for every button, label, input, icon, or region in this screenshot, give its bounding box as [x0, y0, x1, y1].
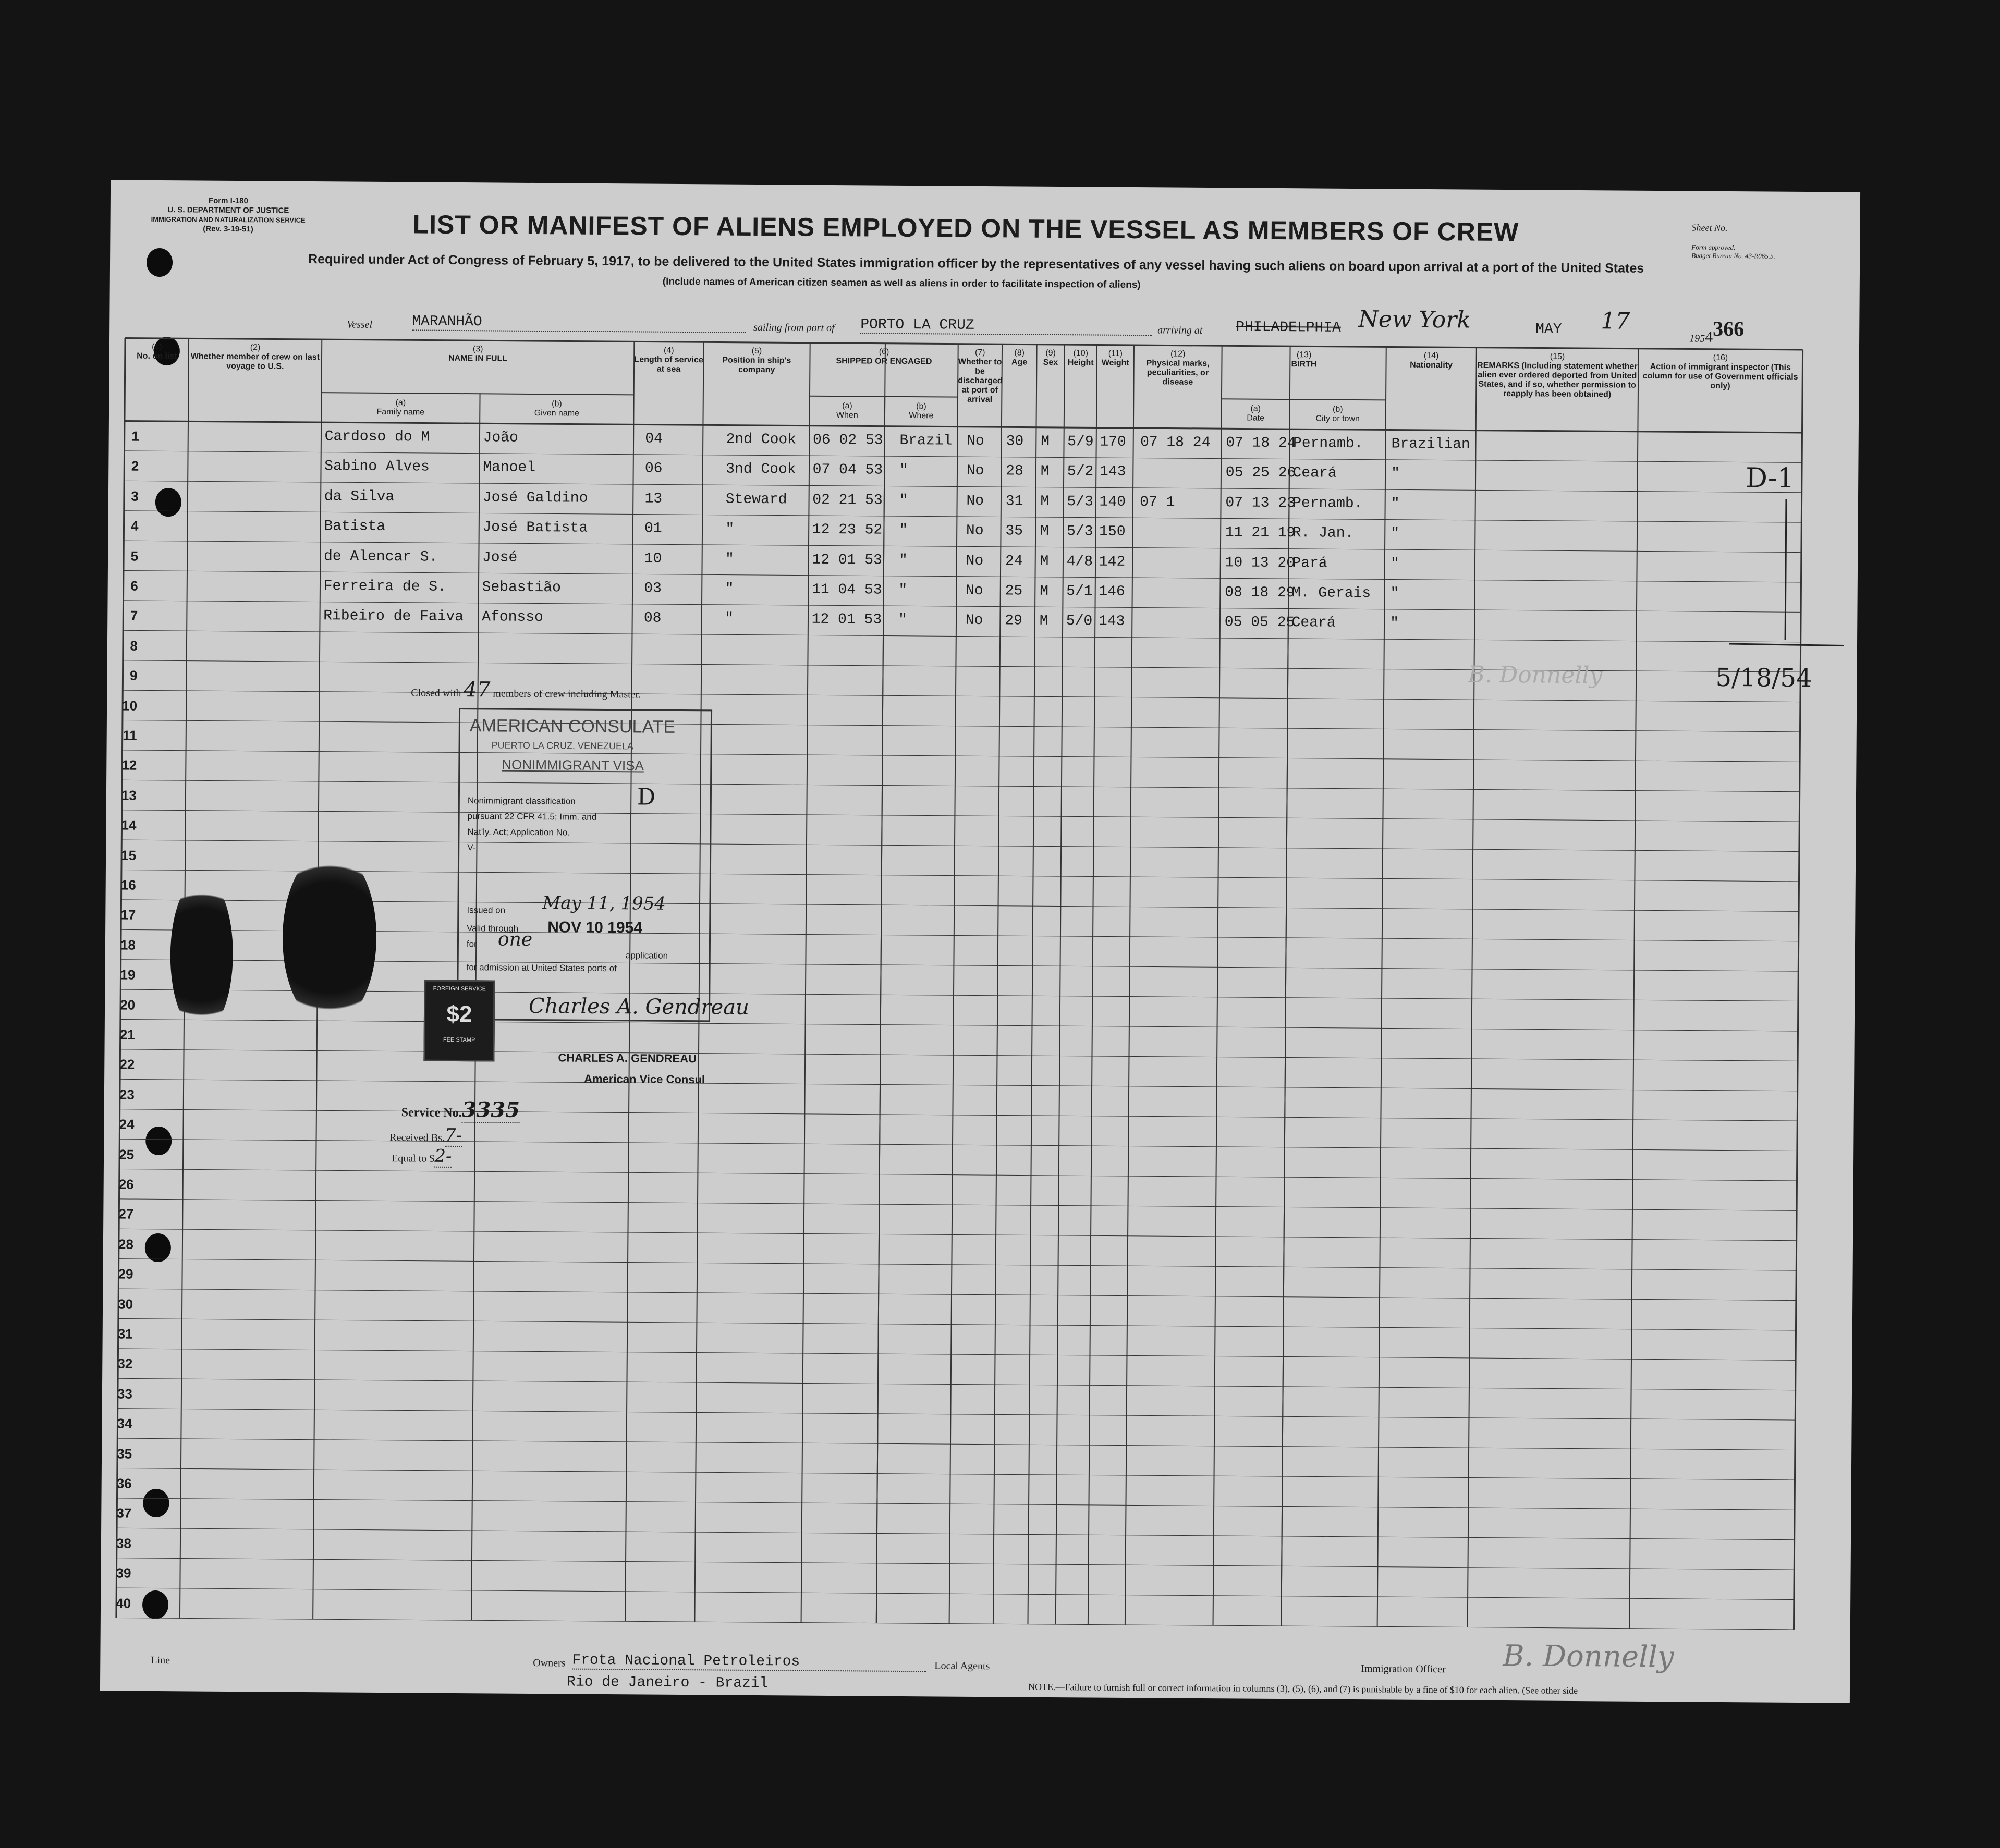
inspector-mark: D-1 [1746, 462, 1795, 494]
grid-line [120, 1019, 1798, 1031]
crew-service: 10 [644, 550, 662, 567]
crew-birth-city: R. Jan. [1292, 525, 1354, 542]
grid-line [119, 1139, 1797, 1151]
grid-line [121, 870, 1799, 881]
crew-nationality: " [1391, 496, 1400, 512]
crew-weight: 146 [1099, 583, 1125, 600]
consulate-visa-stamp: AMERICAN CONSULATE PUERTO LA CRUZ, VENEZUELA NONIMMIGRANT VISA Nonimmigrant classification D pursuant 22 CFR 41.5; Imm. and Nat'ly. Act; Application No. V- Issued on May 11, 1954 Valid through NOV 10 1954 for one application for admission at United States ports of Charles A. Gendreau [457, 708, 712, 1022]
footer-owners-city: Rio de Janeiro - Brazil [566, 1674, 769, 1692]
crew-age: 31 [1005, 493, 1023, 510]
crew-where: " [899, 492, 908, 509]
column-header: (5) Position in ship's company [722, 346, 791, 375]
crew-nationality: Brazilian [1391, 436, 1470, 453]
row-number: 40 [116, 1595, 131, 1611]
column-header: (3) NAME IN FULL [448, 345, 508, 363]
page-number: 366 [1713, 316, 1745, 341]
crew-birth-city: Pará [1292, 555, 1327, 572]
crew-where: " [898, 552, 908, 569]
row-number: 23 [119, 1086, 135, 1103]
crew-service: 01 [644, 520, 662, 537]
grid-line [322, 393, 634, 395]
row-number: 31 [117, 1326, 133, 1342]
crew-family: da Silva [324, 488, 395, 505]
grid-line [117, 1528, 1795, 1539]
crew-birth-date: 08 18 29 [1225, 584, 1295, 602]
crew-discharged: No [966, 493, 984, 509]
crew-height: 5/3 [1067, 493, 1093, 510]
column-subheader: (a) When [836, 401, 858, 420]
crew-nationality: " [1390, 615, 1399, 632]
crew-marks: 07 18 24 [1140, 434, 1211, 451]
column-subheader: (a) Family name [376, 398, 425, 417]
row-number: 29 [118, 1266, 133, 1282]
crew-birth-city: M. Gerais [1291, 585, 1371, 602]
crew-height: 5/9 [1067, 434, 1094, 450]
subtitle: Required under Act of Congress of February 5, 1917, to be delivered to the United States immigration officer by the representatives of any vessel having such aliens on board upon arrival at a port of the United States [308, 251, 1644, 276]
row-number: 13 [121, 787, 137, 803]
footer-officer-label: Immigration Officer [1361, 1663, 1446, 1675]
crew-birth-city: Pernamb. [1292, 435, 1363, 452]
crew-position: 3nd Cook [726, 461, 796, 478]
grid-line [116, 1618, 1794, 1629]
crew-height: 5/2 [1067, 463, 1094, 480]
crew-when: 11 04 53 [811, 581, 882, 598]
grid-line [123, 720, 1800, 732]
equal-amount: Equal to $2- [391, 1145, 452, 1167]
crew-sex: M [1040, 583, 1049, 599]
inspector-bracket [1724, 494, 1850, 667]
grid-line [1056, 345, 1065, 1624]
subtitle-note: (Include names of American citizen seamen as well as aliens in order to facilitate inspection of aliens) [662, 276, 1141, 291]
crew-discharged: No [966, 582, 983, 599]
crew-age: 25 [1005, 583, 1023, 599]
crew-service: 13 [644, 491, 663, 507]
crew-age: 29 [1005, 613, 1022, 629]
grid-line [117, 1468, 1795, 1479]
vessel-name: MARANHÃO [412, 313, 746, 333]
crew-birth-city: Ceará [1292, 465, 1337, 482]
footer-owners: Frota Nacional Petroleiros [572, 1653, 926, 1672]
crew-service: 06 [644, 460, 663, 478]
crew-where: " [898, 612, 907, 629]
crew-where: " [899, 522, 908, 539]
grid-line [1468, 348, 1477, 1627]
crew-position: " [725, 610, 734, 628]
grid-line [117, 1498, 1795, 1510]
crew-where: Brazil [899, 432, 953, 449]
crew-height: 5/0 [1066, 613, 1093, 630]
crew-weight: 142 [1099, 554, 1126, 570]
row-number: 12 [121, 757, 137, 774]
grid-line [118, 1289, 1796, 1300]
crew-birth-date: 07 18 24 [1226, 435, 1296, 452]
arriving-label: arriving at [1157, 324, 1203, 336]
column-subheader: (b) Given name [534, 399, 580, 418]
crew-family: Ribeiro de Faiva [323, 608, 464, 626]
sailing-label: sailing from port of [753, 321, 835, 334]
row-number: 34 [117, 1415, 132, 1431]
grid-line [117, 1438, 1795, 1450]
column-header: (8) Age [1011, 348, 1028, 367]
column-header: (4) Length of service at sea [634, 346, 704, 374]
crew-position: " [725, 521, 735, 537]
grid-line [122, 810, 1800, 822]
crew-birth-city: Ceará [1291, 615, 1336, 632]
row-number: 38 [116, 1535, 132, 1551]
column-header: (12) Physical marks, peculiarities, or disease [1146, 349, 1210, 387]
grid-line [1377, 347, 1386, 1626]
crew-weight: 143 [1099, 463, 1126, 481]
grid-line [117, 1558, 1795, 1570]
crew-nationality: " [1391, 466, 1400, 482]
row-number: 28 [118, 1236, 134, 1252]
crew-family: Batista [324, 518, 386, 535]
crew-height: 5/1 [1066, 583, 1093, 600]
manifest-sheet [100, 180, 1860, 1703]
grid-line [1281, 399, 1289, 1626]
row-number: 4 [130, 518, 139, 534]
form-id: Form I-180 U. S. DEPARTMENT OF JUSTICE IMMIGRATION AND NATURALIZATION SERVICE (Rev. 3-19-51) [151, 196, 306, 234]
crew-age: 30 [1006, 433, 1024, 450]
row-number: 36 [116, 1475, 132, 1491]
column-header: (15) REMARKS (Including statement whether alien ever ordered deported from United States, and if so, whether permission to reapply has been obtained) [1477, 352, 1638, 399]
row-number: 10 [122, 697, 138, 714]
crew-discharged: No [967, 433, 984, 450]
crew-marks: 07 1 [1140, 494, 1175, 511]
officer-signature: B. Donnelly [1503, 1639, 1674, 1674]
column-header: (6) SHIPPED OR ENGAGED [836, 347, 932, 366]
column-header: (2) Whether member of crew on last voyage to U.S. [190, 343, 320, 371]
grid-line [118, 1378, 1796, 1390]
column-header: (7) Whether to be discharged at port of arrival [958, 348, 1003, 405]
row-number: 15 [121, 847, 137, 863]
crew-family: Sabino Alves [324, 458, 430, 475]
crew-position: 2nd Cook [726, 431, 797, 448]
arriving-typed: PHILADELPHIA [1236, 319, 1341, 336]
crew-birth-city: Pernamb. [1292, 495, 1363, 512]
row-number: 3 [131, 488, 139, 504]
crew-birth-date: 05 25 26 [1225, 464, 1296, 482]
crew-discharged: No [966, 522, 984, 540]
crew-age: 28 [1006, 463, 1023, 480]
page-title: LIST OR MANIFEST OF ALIENS EMPLOYED ON THE VESSEL AS MEMBERS OF CREW [412, 210, 1519, 247]
grid-line [123, 630, 1801, 642]
crew-where: " [899, 462, 908, 479]
row-number: 6 [130, 578, 138, 594]
faint-signature: B. Donnelly [1468, 661, 1603, 689]
consul-name: CHARLES A. GENDREAU [558, 1051, 697, 1066]
row-number: 16 [120, 877, 136, 893]
crew-where: " [898, 582, 908, 599]
crew-position: Steward [725, 491, 787, 508]
crew-given: Afonsso [482, 609, 543, 626]
footer-owners-label: Owners [533, 1657, 566, 1669]
grid-line [1629, 349, 1638, 1629]
grid-line [120, 1079, 1798, 1091]
crew-weight: 150 [1099, 523, 1126, 541]
row-number: 32 [117, 1355, 133, 1372]
form-approved: Form approved. Budget Bureau No. 43-R065.5. [1691, 243, 1775, 260]
grid-line [801, 343, 810, 1623]
crew-sex: M [1040, 523, 1049, 540]
row-number: 39 [116, 1565, 131, 1581]
grid-line [1028, 345, 1036, 1624]
crew-age: 24 [1005, 553, 1023, 570]
row-number: 7 [130, 607, 138, 624]
received-amount: Received Bs.7- [389, 1124, 462, 1146]
crew-height: 5/3 [1066, 523, 1093, 540]
row-number: 33 [117, 1386, 133, 1402]
row-number: 11 [123, 727, 137, 743]
grid-line [118, 1349, 1796, 1360]
row-number: 8 [130, 638, 138, 654]
crew-birth-date: 10 13 20 [1225, 554, 1296, 571]
grid-line [120, 1049, 1798, 1061]
footer-agents-label: Local Agents [934, 1660, 990, 1672]
crew-position: " [725, 581, 734, 597]
grid-line [1213, 346, 1222, 1625]
grid-line [123, 750, 1800, 762]
row-number: 5 [130, 548, 139, 564]
column-header: (11) Weight [1101, 349, 1129, 368]
row-number: 2 [131, 458, 139, 474]
crew-sex: M [1039, 613, 1048, 630]
crew-given: José [482, 549, 518, 566]
crew-discharged: No [965, 613, 983, 629]
crew-family: de Alencar S. [323, 548, 438, 566]
crew-given: José Batista [482, 519, 588, 536]
closing-line: Closed with 47 members of crew including Master. [411, 678, 641, 702]
arriving-handwritten: New York [1358, 306, 1471, 334]
crew-sex: M [1040, 493, 1050, 510]
row-number: 24 [119, 1116, 135, 1132]
consul-title: American Vice Consul [584, 1072, 705, 1086]
crew-discharged: No [966, 463, 984, 480]
column-subheader: (a) Date [1247, 404, 1265, 423]
crew-when: 06 02 53 [812, 432, 883, 449]
crew-given: Manoel [483, 459, 536, 476]
grid-line [122, 780, 1800, 791]
crew-service: 03 [644, 580, 662, 597]
column-subheader: (b) City or town [1315, 405, 1360, 424]
grid-line [1125, 345, 1134, 1625]
row-number: 17 [120, 907, 136, 923]
crew-given: João [483, 430, 518, 446]
column-subheader: (b) Where [909, 402, 934, 421]
grid-line [118, 1318, 1796, 1330]
row-number: 22 [119, 1056, 135, 1073]
grid-line [119, 1259, 1797, 1270]
crew-when: 12 23 52 [812, 521, 883, 539]
grid-line [116, 1588, 1794, 1599]
grid-line [810, 396, 958, 397]
grid-line [993, 344, 1002, 1624]
grid-line [119, 1229, 1797, 1240]
arrival-month: MAY [1535, 321, 1562, 338]
crew-position: " [725, 551, 734, 568]
row-number: 37 [116, 1505, 132, 1522]
row-number: 21 [119, 1026, 135, 1043]
crew-family: Ferreira de S. [323, 578, 446, 595]
crew-when: 12 01 53 [811, 611, 882, 629]
row-number: 19 [120, 966, 136, 983]
grid-line [1222, 399, 1386, 400]
crew-nationality: " [1390, 585, 1399, 602]
crew-weight: 170 [1100, 434, 1126, 450]
crew-when: 02 21 53 [812, 492, 883, 509]
grid-line [876, 397, 885, 1623]
crew-height: 4/8 [1066, 553, 1093, 570]
crew-service: 08 [643, 610, 662, 627]
crew-weight: 143 [1098, 613, 1125, 630]
column-header: (10) Height [1067, 349, 1094, 368]
crew-sex: M [1041, 433, 1050, 450]
service-number: Service No.3335 [401, 1097, 520, 1122]
crew-service: 04 [645, 431, 663, 447]
row-number: 30 [118, 1296, 133, 1312]
inspector-date: 5/18/54 [1715, 663, 1812, 693]
crew-family: Cardoso do M [324, 429, 430, 446]
row-number: 1 [131, 428, 139, 444]
crew-nationality: " [1391, 525, 1400, 542]
grid-line [123, 690, 1800, 702]
crew-discharged: No [966, 553, 984, 569]
crew-age: 35 [1005, 523, 1023, 540]
crew-given: José Galdino [482, 489, 588, 507]
crew-given: Sebastião [482, 579, 561, 596]
crew-when: 12 01 53 [812, 552, 882, 569]
grid-line [118, 1409, 1796, 1420]
row-number: 14 [121, 817, 137, 833]
crew-weight: 140 [1099, 494, 1126, 510]
crew-nationality: " [1390, 556, 1399, 572]
row-number: 26 [118, 1176, 134, 1192]
sailing-port: PORTO LA CRUZ [860, 316, 1152, 336]
grid-line [121, 840, 1799, 851]
crew-sex: M [1040, 463, 1050, 480]
row-number: 20 [120, 997, 136, 1013]
crew-birth-date: 07 13 23 [1225, 495, 1296, 511]
column-header: (16) Action of immigrant inspector (This column for use of Government officials only) [1642, 353, 1798, 391]
sheet-number-label: Sheet No. [1691, 222, 1728, 233]
footer-line-label: Line [151, 1654, 170, 1667]
grid-line [949, 344, 958, 1624]
row-number: 18 [120, 937, 136, 953]
vessel-label: Vessel [347, 319, 373, 331]
column-header: (9) Sex [1043, 348, 1058, 368]
grid-line [120, 989, 1798, 1001]
grid-line [120, 1109, 1798, 1121]
crew-sex: M [1040, 553, 1049, 570]
grid-line [119, 1169, 1797, 1180]
footer-note: NOTE.—Failure to furnish full or correct information in columns (3), (5), (6), and (7) is punishable by a fine of $10 for each alien. (See other side [1028, 1681, 1578, 1696]
crew-when: 07 04 53 [812, 462, 883, 479]
fee-stamp: FOREIGN SERVICE $2 FEE STAMP [423, 980, 495, 1062]
grid-line [119, 1199, 1797, 1210]
row-number: 9 [129, 667, 138, 683]
crew-birth-date: 11 21 19 [1225, 524, 1296, 542]
row-number: 27 [118, 1206, 134, 1222]
row-number: 25 [119, 1146, 135, 1162]
column-header: (13) BIRTH [1291, 350, 1317, 369]
row-number: 35 [117, 1446, 132, 1462]
column-header: (14) Nationality [1410, 351, 1453, 370]
arrival-year: 1954 [1689, 328, 1713, 346]
crew-birth-date: 05 05 25 [1224, 614, 1295, 631]
arrival-day: 17 [1601, 308, 1630, 335]
column-header: (1) No. on list [137, 342, 177, 361]
